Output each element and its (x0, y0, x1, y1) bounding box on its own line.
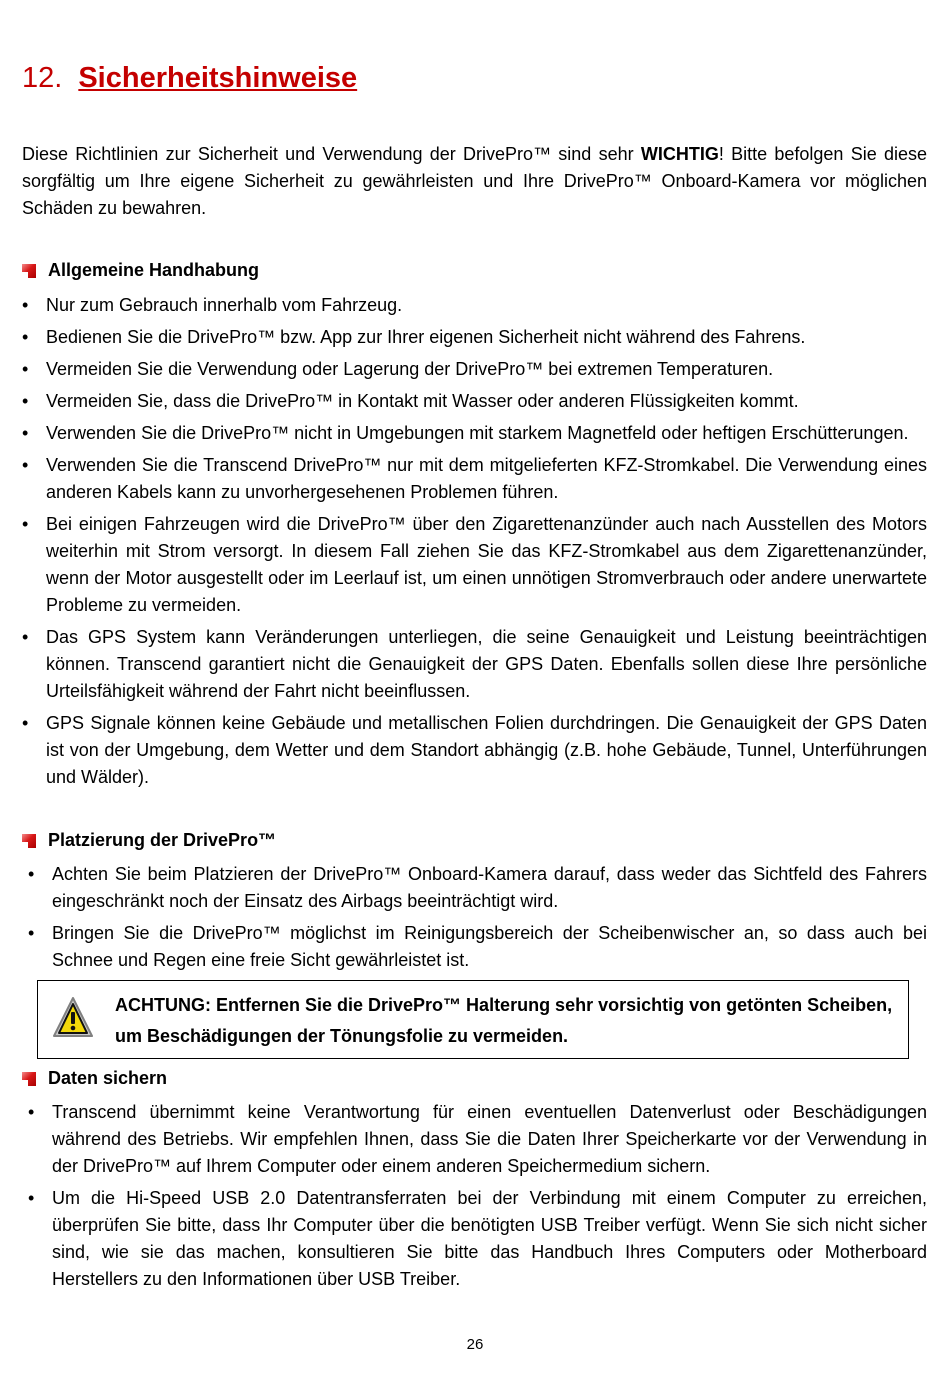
list-item: • GPS Signale können keine Gebäude und metallischen Folien durchdringen. Die Genauigkeit der GPS Daten ist von der Umgebung, dem Wetter und dem Standort abhängig (z.B. hohe Gebäude, Tunnel, Unterführungen und Wälder). (46, 710, 927, 791)
section-number: 12. (22, 62, 63, 94)
backup-heading-label: Daten sichern (48, 1068, 168, 1088)
placement-heading-label: Platzierung der DrivePro™ (48, 830, 277, 850)
section-heading (22, 62, 357, 95)
warning-triangle-icon (52, 995, 94, 1041)
page-number: 26 (466, 1336, 484, 1353)
list-item: • Bei einigen Fahrzeugen wird die DrivePro™ über den Zigarettenanzünder auch nach Ausstellen des Motors weiterhin mit Strom versorgt. In diesem Fall ziehen Sie das KFZ-Stromkabel aus dem Zigarettenanzünder, wenn der Motor ausgestellt oder im Leerlauf ist, um einen unnötigen Stromverbrauch oder andere unerwartete Probleme zu vermeiden. (46, 511, 927, 619)
placement-list (52, 861, 927, 979)
list-item: • Nur zum Gebrauch innerhalb vom Fahrzeug. (46, 292, 927, 319)
intro-paragraph (22, 141, 927, 222)
list-item: • Bedienen Sie die DrivePro™ bzw. App zur Ihrer eigenen Sicherheit nicht während des Fahrens. (46, 324, 927, 351)
list-item: • Verwenden Sie die DrivePro™ nicht in Umgebungen mit starkem Magnetfeld oder heftigen Erschütterungen. (46, 420, 927, 447)
list-item: • Transcend übernimmt keine Verantwortung für einen eventuellen Datenverlust oder Beschädigungen während des Betriebs. Wir empfehlen Ihnen, dass Sie die Daten Ihrer Speicherkarte vor der Verwendung in der DrivePro™ auf Ihrem Computer oder einem anderen Speichermedium sichern. (52, 1099, 927, 1180)
placement-heading (22, 830, 276, 851)
list-item: • Verwenden Sie die Transcend DrivePro™ nur mit dem mitgelieferten KFZ-Stromkabel. Die Verwendung eines anderen Kabels kann zu unvorhergesehenen Problemen führen. (46, 452, 927, 506)
handling-heading-label: Allgemeine Handhabung (48, 260, 260, 280)
section-title: Sicherheitshinweise (78, 62, 358, 94)
list-item: • Um die Hi-Speed USB 2.0 Datentransferraten bei der Verbindung mit einem Computer zu erreichen, überprüfen Sie bitte, dass Ihr Computer über die benötigten USB Treiber verfügt. Wenn Sie sich nicht sicher sind, wie sie das machen, konsultieren Sie bitte das Handbuch Ihres Computers oder Motherboard Herstellers zu den Informationen über USB Treiber. (52, 1185, 927, 1293)
warning-text: ACHTUNG: Entfernen Sie die DrivePro™ Halterung sehr vorsichtig von getönten Scheiben, um Beschädigungen der Tönungsfolie zu vermeiden. (115, 995, 893, 1046)
list-item: • Das GPS System kann Veränderungen unterliegen, die seine Genauigkeit und Leistung beeinträchtigen können. Transcend garantiert nicht die Genauigkeit der GPS Daten. Ebenfalls sollen diese Ihre persönliche Urteilsfähigkeit während der Fahrt nicht beeinflussen. (46, 624, 927, 705)
backup-list (52, 1099, 927, 1298)
list-item: • Bringen Sie die DrivePro™ möglichst im Reinigungsbereich der Scheibenwischer an, so dass auch bei Schnee und Regen eine freie Sicht gewährleistet ist. (52, 920, 927, 974)
backup-heading (22, 1068, 167, 1089)
intro-text-before: Diese Richtlinien zur Sicherheit und Verwendung der DrivePro™ sind sehr (22, 144, 641, 164)
intro-emphasis: WICHTIG (640, 144, 719, 164)
intro-text-after: ! Bitte befolgen Sie diese sorgfältig um Ihre eigene Sicherheit zu gewährleisten und Ihre DrivePro™ Onboard-Kamera vor möglichen Schäden zu bewahren. (22, 144, 927, 218)
handling-list (46, 292, 927, 796)
list-item: • Vermeiden Sie die Verwendung oder Lagerung der DrivePro™ bei extremen Temperaturen. (46, 356, 927, 383)
red-square-marker-icon (22, 834, 36, 848)
list-item: • Achten Sie beim Platzieren der DrivePro™ Onboard-Kamera darauf, dass weder das Sichtfeld des Fahrers eingeschränkt noch der Einsatz des Airbags beeinträchtigt wird. (52, 861, 927, 915)
list-item: • Vermeiden Sie, dass die DrivePro™ in Kontakt mit Wasser oder anderen Flüssigkeiten kommt. (46, 388, 927, 415)
handling-heading (22, 260, 259, 281)
red-square-marker-icon (22, 1072, 36, 1086)
red-square-marker-icon (22, 264, 36, 278)
warning-box (37, 980, 909, 1059)
